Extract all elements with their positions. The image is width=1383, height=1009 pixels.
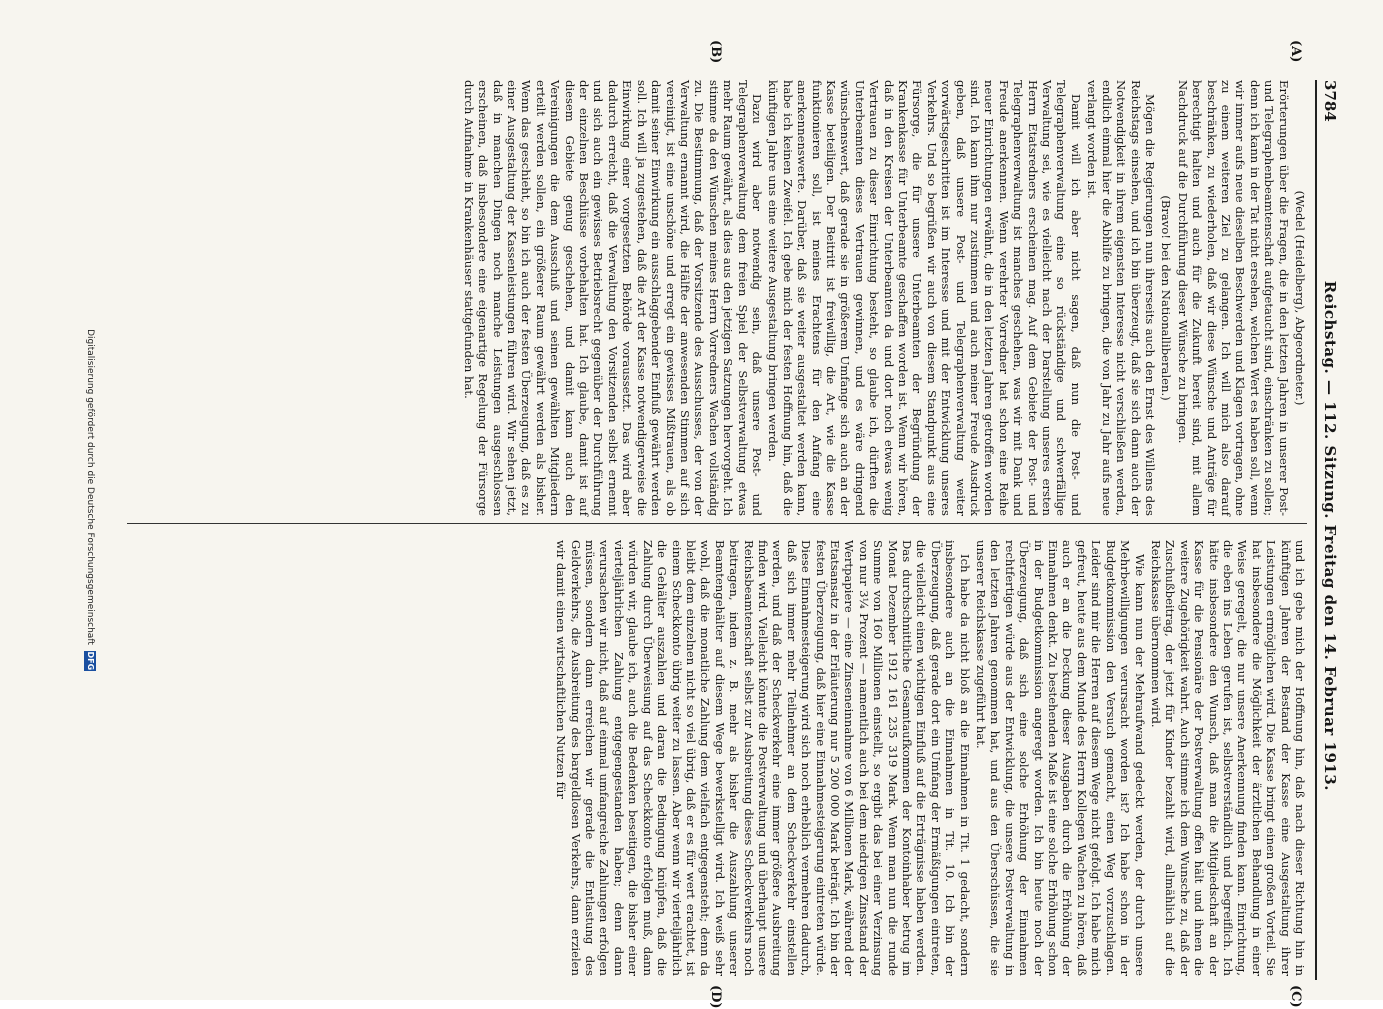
margin-marker-b: (B) xyxy=(708,40,723,64)
digitization-credit xyxy=(78,0,102,1000)
margin-marker-a: (A) xyxy=(1288,40,1303,63)
margin-marker-c: (C) xyxy=(1288,985,1303,1008)
left-column xyxy=(127,80,1307,516)
paragraph: Wie kann nun der Mehraufwand gedeckt werden, der durch unsere Mehrbewilligungen verursacht worden ist? Ich habe schon in der Budgetkommission den Versuch gemacht, einen Weg vorzuschlagen. Leider sind mir die Herren auf diesem Wege nicht gefolgt. Ich habe mich gefreut, heute aus dem Munde des Herrn Kollegen Wachen zu hören, daß auch er an die Deckung dieser Ausgaben durch die Erhöhung der Einnahmen denkt. Zu bestehenden Maße ist eine solche Erhöhung schon in der Budgetkommission angeregt worden. Ich bin heute noch der Überzeugung, daß sich eine solche Erhöhung der Einnahmen rechtfertigen würde aus der Entwicklung, die unsere Postverwaltung in den letzten Jahren genommen hat, und aus den Überschüssen, die sie unserer Reichskasse zugeführt hat. xyxy=(974,540,1147,976)
paragraph: Damit will ich aber nicht sagen, daß nun die Post- und Telegraphenverwaltung eine so rückständige und schwerfällige Verwaltung sei, wie es vielleicht nach der Darstellung unseres ersten Herrn Etatsredners erscheinen mag. Auf dem Gebiete der Post- und Telegraphenverwaltung ist manches geschehen, was wir mit Dank und Freude anerkennen. Wenn verehrter Vorredner hat schon eine Reihe neuer Einrichtungen erwähnt, die in den letzten Jahren getroffen worden sind. Ich kann ihm nur zustimmen und auch meiner Freude Ausdruck geben, daß unsere Post- und Telegraphenverwaltung weiter vorwärtsgeschritten ist im Interesse und mit der Entwicklung unseres Verkehrs. Und so begrüßen wir auch von diesem Standpunkt aus eine Fürsorge, die für unsere Unterbeamten der Begründung der Krankenkasse für Unterbeamte geschaffen worden ist. Wenn wir hören, daß in den Kreisen der Unterbeamten da und dort noch etwas wenig Vertrauen zu dieser Einrichtung besteht, so glaube ich, dürften die Unterbeamten dieses Vertrauen gewinnen, und es wäre dringend wünschenswert, daß gerade sie in größerem Umfange sich auch an der Kasse beteiligen. Der Beitritt ist freiwillig, die Art, wie die Kasse funktionieren soll, ist meines Erachtens für den Anfang eine anerkennenswerte. Darüber, daß sie weiter ausgestaltet werden kann, habe ich keinen Zweifel. Ich gebe mich der festen Hoffnung hin, daß die künftigen Jahre uns eine weitere Ausgestaltung bringen werden. xyxy=(766,80,1083,516)
speaker-line: (Wedel (Heidelberg), Abgeordneter.) xyxy=(1293,190,1307,406)
column-divider xyxy=(127,523,1307,524)
dfg-logo-icon: DFG xyxy=(86,651,95,671)
margin-marker-d: (D) xyxy=(708,985,723,1009)
page-number: 3784 xyxy=(1321,80,1339,122)
paragraph: Ich habe da nicht bloß an die Einnahmen in Tit. 1 gedacht, sondern insbesondere auch an die Einnahmen in Tit. 10. Ich bin der Überzeugung, daß gerade dort ein Umfang der Ermäßigungen eintreten, die vielleicht einen wichtigen Einfluß auf die Erträgnisse haben werden. Das durchschnittliche Gesamtaufkommen der Kontoinhaber betrug im Monat Dezember 1912 161 235 319 Mark. Wenn man nun die runde Summe von 160 Millionen einstellt, so ergibt das bei einer Verzinsung von nur 3¼ Prozent — namentlich auch bei dem niedrigen Zinsstand der Wertpapiere — eine Zinseneinnahme von 6 Millionen Mark, während der Etatsansatz in der Erläuterung nur 5 200 000 Mark beträgt. Ich bin der festen Überzeugung, daß hier eine Einnahmesteigerung eintreten würde. Diese Einnahmesteigerung wird sich noch erheblich vermehren dadurch, daß sich immer mehr Teilnehmer an dem Scheckverkehr einstellen werden, und daß der Scheckverkehr eine immer größere Ausbreitung finden wird. Vielleicht könnte die Postverwaltung und überhaupt unsere Reichsbeamtenschaft selbst zur Ausbreitung dieses Scheckverkehrs noch beitragen, indem z. B. mehr als bisher die Auszahlung unserer Beamtengehälter auf diesem Wege bewerkstelligt wird. Ich weiß sehr wohl, daß die monatliche Zahlung dem vielfach entgegensteht; denn da bleibt dem einzelnen nicht so viel übrig, daß er es für wert erachtet, ist einem Scheckkonto übrig weiter zu lassen. Aber wenn wir vierteljährlich die Gehälter auszahlen und daran die Bedingung knüpfen, daß die Zahlung durch Überweisung auf das Scheckkonto erfolgen muß, dann würden wir, glaube ich, auch die Bedenken beseitigen, die bisher einer vierteljährlichen Zahlung entgegengestanden haben; denn dann verursachen wir nicht, daß auf einmal umfangreiche Zahlungen erfolgen müssen, sondern dann erreichen wir gerade die Entlastung des Geldverkehrs, die Ausbreitung des bargeldlosen Verkehrs, dann erzielen wir damit einen wirtschaftlichen Nutzen für xyxy=(554,540,972,976)
right-column xyxy=(127,540,1307,976)
applause-note: (Bravo! bei den Nationalliberalen.) xyxy=(1159,195,1174,401)
credit-text: Digitalisierung gefördert durch die Deutsche Forschungsgemeinschaft xyxy=(85,329,95,645)
page-header xyxy=(1315,80,1343,980)
paragraph: Dazu wird aber notwendig sein, daß unsere Post- und Telegraphenverwaltung dem freien Spiel der Selbstverwaltung etwas mehr Raum gewährt, als dies aus den jetzigen Satzungen hervorgeht. Ich stimme da den Wünschen meines Herrn Vorredners Wachen vollständig zu. Die Bestimmung, daß der Vorsitzende des Ausschusses, der von der Verwaltung ernannt wird, die Hälfte der anwesenden Stimmen auf sich vereinigt, ist eine unschöne und erregt ein gewisses Mißtrauen, als ob damit seiner Einwirkung ein ausschlaggebender Einfluß gewährt werden soll. Ich will ja zugestehen, daß die Art der Kasse notwendigerweise die Einwirkung einer vorgesetzten Behörde voraussetzt. Das wird aber dadurch erreicht, daß die Verwaltung den Vorsitzenden selbst ernennt und sich auch ein gewisses Betriebsrecht gegenüber der Durchführung der einzelnen Beschlüsse vorbehalten hat. Ich glaube, damit ist auf diesem Gebiete genug geschehen, und damit kann auch den Vereinigungen die dem Ausschuß und seinen gewählten Mitgliedern erteilt werden sollen, ein größerer Raum gewährt werden als bisher. Wenn das geschieht, so bin ich auch der festen Überzeugung, daß es zu einer Ausgestaltung der Kassenleistungen führen wird. Wir sehen jetzt, daß in manchen Dingen noch manche Leistungen ausgeschlossen erscheinen, daß insbesondere eine eigenartige Regelung der Fürsorge durch Aufnahme in Krankenhäuser stattgefunden hat. xyxy=(461,80,764,516)
paragraph: und ich gebe mich der Hoffnung hin, daß nach dieser Richtung hin in künftigen Jahren der Bestand der Kasse eine Ausgestaltung ihrer Leistungen ermöglichen wird. Die Kasse bringt einen großen Vorteil. Sie hat insbesondere die Möglichkeit der ärztlichen Behandlung in einer Weise geregelt, die nur unsere Anerkennung finden kann. Einrichtung, die eben ins Leben gerufen ist, selbstverständlich und begreiflich. Ich hätte insbesondere den Wunsch, daß man die Mitgliedschaft an der Kasse für die Pensionäre der Postverwaltung offen hält und ihnen die weitere Zugehörigkeit wahrt. Auch stimme ich dem Wunsche zu, daß der Zuschußbeitrag, der jetzt für Kinder bezahlt wird, allmählich auf die Reichskasse übernommen wird. xyxy=(1148,540,1307,976)
paragraph: Mögen die Regierungen nun ihrerseits auch den Ernst des Willens des Reichstags einsehen, und ich bin überzeugt, daß sie sich dann auch der Notwendigkeit in ihrem eigensten Interesse nicht verschließen werden, endlich einmal hier die Abhilfe zu bringen, die von Jahr zu Jahr aufs neue verlangt worden ist. xyxy=(1085,80,1157,516)
page-content xyxy=(113,40,1343,1009)
running-title: Reichstag. — 112. Sitzung. Freitag den 14. Februar 1913. xyxy=(1321,280,1339,792)
paragraph: Erörterungen über die Fragen, die in den letzten Jahren in unserer Post- und Telegraphenbeamtenschaft aufgetaucht sind, einschränken zu sollen; denn ich kann in der Tat nicht ersehen, welchen Wert es haben soll, wenn wir immer aufs neue dieselben Beschwerden und Klagen vortragen, ohne zu einem weiteren Ziel zu gelangen. Ich will mich also darauf beschränken, zu wiederholen, daß wir diese Wünsche und Anträge für berechtigt halten und auch für die Zukunft bereit sind, mit allem Nachdruck auf die Durchführung dieser Wünsche zu bringen. xyxy=(1175,80,1291,516)
